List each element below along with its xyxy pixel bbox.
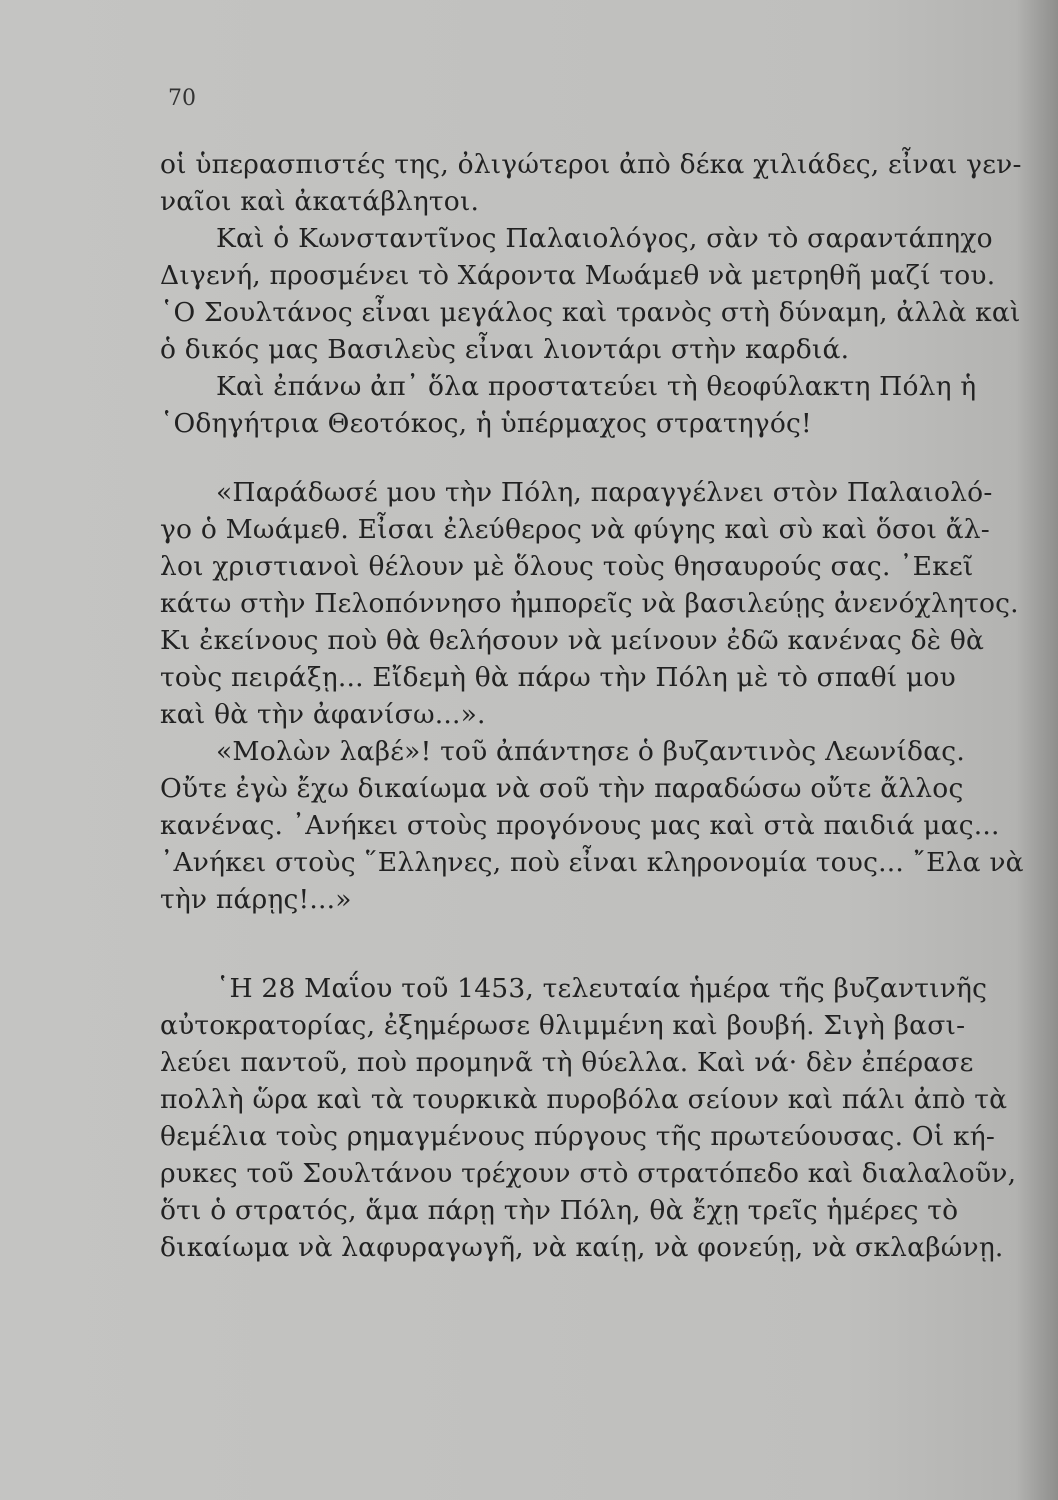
text-line: ὁ δικός μας Βασιλεὺς εἶναι λιοντάρι στὴν καρδιά. xyxy=(160,334,850,365)
text-line: «Παράδωσέ μου τὴν Πόλη, παραγγέλνει στὸν Παλαιολό- xyxy=(216,477,993,508)
paragraph-gap xyxy=(160,442,990,474)
text-line: Κι ἐκείνους ποὺ θὰ θελήσουν νὰ μείνουν ἐδῶ κανένας δὲ θὰ xyxy=(160,625,985,656)
text-line: ᾽Ανήκει στοὺς ῞Ελληνες, ποὺ εἶναι κληρονομία τους... ῎Ελα νὰ xyxy=(160,847,1024,878)
paragraph xyxy=(160,970,1017,1266)
text-line: λοι χριστιανοὶ θέλουν μὲ ὅλους τοὺς θησαυρούς σας. ᾽Εκεῖ xyxy=(160,551,974,582)
text-line: «Μολὼν λαβέ»! τοῦ ἀπάντησε ὁ βυζαντινὸς Λεωνίδας. xyxy=(216,736,965,767)
text-line: δικαίωμα νὰ λαφυραγωγῆ, νὰ καίῃ, νὰ φονεύῃ, νὰ σκλαβώνῃ. xyxy=(160,1232,1004,1263)
text-line: ὅτι ὁ στρατός, ἅμα πάρῃ τὴν Πόλη, θὰ ἔχῃ τρεῖς ἡμέρες τὸ xyxy=(160,1195,959,1226)
paragraph xyxy=(160,368,990,442)
text-line: ῾Η 28 Μαΐου τοῦ 1453, τελευταία ἡμέρα τῆς βυζαντινῆς xyxy=(216,973,988,1004)
text-line: τὴν πάρῃς!...» xyxy=(160,884,352,915)
paragraph xyxy=(160,733,1024,918)
text-line: ῾Οδηγήτρια Θεοτόκος, ἡ ὑπέρμαχος στρατηγός! xyxy=(160,408,812,439)
text-line: καὶ θὰ τὴν ἀφανίσω...». xyxy=(160,699,486,730)
text-line: τοὺς πειράξῃ... Εἴδεμὴ θὰ πάρω τὴν Πόλη μὲ τὸ σπαθί μου xyxy=(160,662,956,693)
text-line: κάτω στὴν Πελοπόννησο ἠμπορεῖς νὰ βασιλεύῃς ἀνενόχλητος. xyxy=(160,588,1019,619)
text-line: ῾Ο Σουλτάνος εἶναι μεγάλος καὶ τρανὸς στὴ δύναμη, ἀλλὰ καὶ xyxy=(160,297,1021,328)
text-line: Καὶ ὁ Κωνσταντῖνος Παλαιολόγος, σὰν τὸ σαραντάπηχο xyxy=(216,223,993,254)
text-line: ναῖοι καὶ ἀκατάβλητοι. xyxy=(160,186,480,217)
page-body xyxy=(160,146,1024,1266)
text-line: κανένας. ᾽Ανήκει στοὺς προγόνους μας καὶ στὰ παιδιά μας... xyxy=(160,810,1000,841)
paragraph xyxy=(160,146,1022,220)
text-line: λεύει παντοῦ, ποὺ προμηνᾶ τὴ θύελλα. Καὶ νά· δὲν ἐπέρασε xyxy=(160,1047,974,1078)
text-line: πολλὴ ὥρα καὶ τὰ τουρκικὰ πυροβόλα σείουν καὶ πάλι ἀπὸ τὰ xyxy=(160,1084,1008,1115)
text-line: οἱ ὑπερασπιστές της, ὀλιγώτεροι ἀπὸ δέκα χιλιάδες, εἶναι γεν- xyxy=(160,149,1022,180)
text-line: Διγενή, προσμένει τὸ Χάροντα Μωάμεθ νὰ μετρηθῆ μαζί του. xyxy=(160,260,996,291)
text-line: θεμέλια τοὺς ρημαγμένους πύργους τῆς πρωτεύουσας. Οἱ κή- xyxy=(160,1121,995,1152)
text-line: αὐτοκρατορίας, ἐξημέρωσε θλιμμένη καὶ βουβή. Σιγὴ βασι- xyxy=(160,1010,966,1041)
paragraph xyxy=(160,220,1021,368)
paragraph xyxy=(160,474,1019,733)
text-line: ρυκες τοῦ Σουλτάνου τρέχουν στὸ στρατόπεδο καὶ διαλαλοῦν, xyxy=(160,1158,1017,1189)
paragraph-gap xyxy=(160,918,990,970)
text-line: Καὶ ἐπάνω ἀπ᾽ ὅλα προστατεύει τὴ θεοφύλακτη Πόλη ἡ xyxy=(216,371,977,402)
text-line: Οὔτε ἐγὼ ἔχω δικαίωμα νὰ σοῦ τὴν παραδώσω οὔτε ἄλλος xyxy=(160,773,964,804)
page-number: 70 xyxy=(168,86,196,111)
text-line: γο ὁ Μωάμεθ. Εἶσαι ἐλεύθερος νὰ φύγης καὶ σὺ καὶ ὅσοι ἄλ- xyxy=(160,514,990,545)
